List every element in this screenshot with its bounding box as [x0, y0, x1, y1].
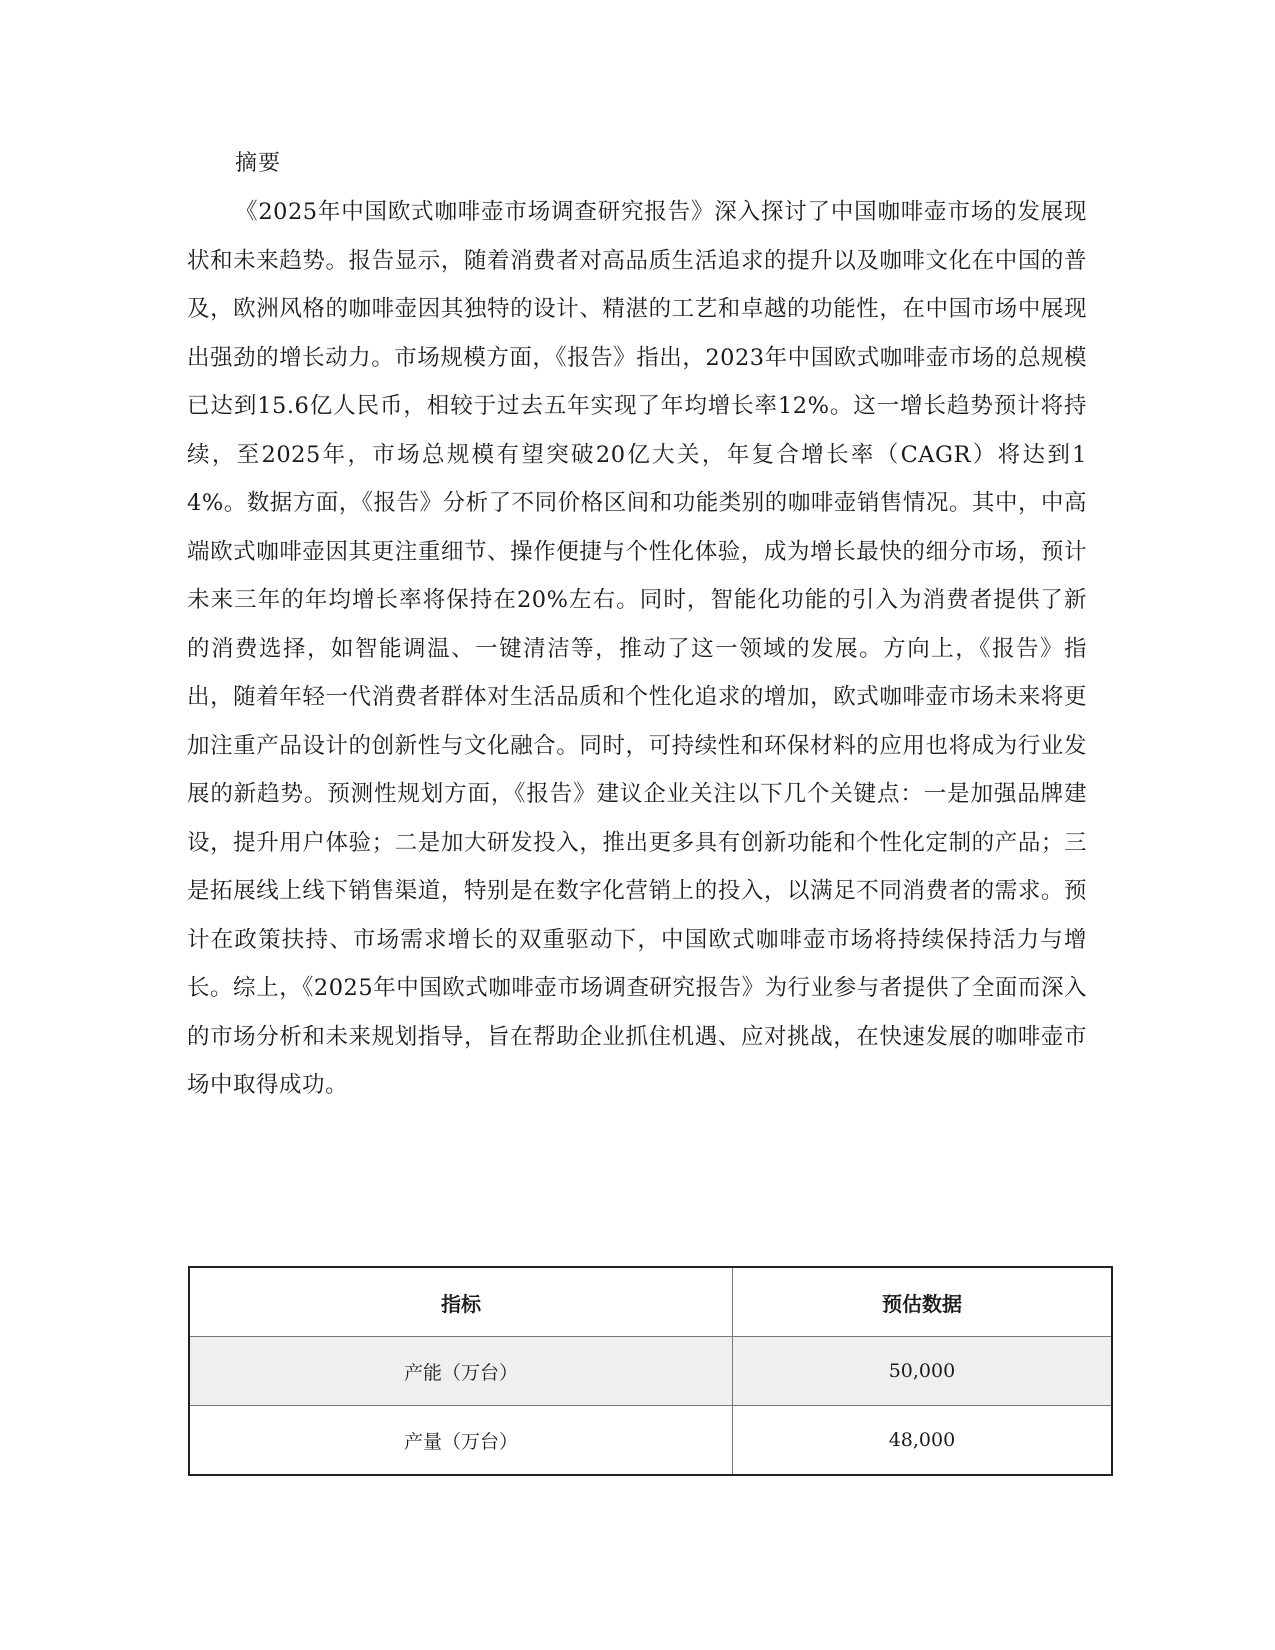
table-row: [189, 1406, 1112, 1476]
data-table: [188, 1266, 1113, 1476]
table-header-row: [189, 1267, 1112, 1337]
summary-paragraph: 《2025年中国欧式咖啡壶市场调查研究报告》深入探讨了中国咖啡壶市场的发展现状和未来趋势。报告显示，随着消费者对高品质生活追求的提升以及咖啡文化在中国的普及，欧洲风格的咖啡壶因其独特的设计、精湛的工艺和卓越的功能性，在中国市场中展现出强劲的增长动力。市场规模方面，《报告》指出，2023年中国欧式咖啡壶市场的总规模已达到15.6亿人民币，相较于过去五年实现了年均增长率12%。这一增长趋势预计将持续，至2025年，市场总规模有望突破20亿大关，年复合增长率（CAGR）将达到14%。数据方面，《报告》分析了不同价格区间和功能类别的咖啡壶销售情况。其中，中高端欧式咖啡壶因其更注重细节、操作便捷与个性化体验，成为增长最快的细分市场，预计未来三年的年均增长率将保持在20%左右。同时，智能化功能的引入为消费者提供了新的消费选择，如智能调温、一键清洁等，推动了这一领域的发展。方向上，《报告》指出，随着年轻一代消费者群体对生活品质和个性化追求的增加，欧式咖啡壶市场未来将更加注重产品设计的创新性与文化融合。同时，可持续性和环保材料的应用也将成为行业发展的新趋势。预测性规划方面，《报告》建议企业关注以下几个关键点：一是加强品牌建设，提升用户体验；二是加大研发投入，推出更多具有创新功能和个性化定制的产品；三是拓展线上线下销售渠道，特别是在数字化营销上的投入，以满足不同消费者的需求。预计在政策扶持、市场需求增长的双重驱动下，中国欧式咖啡壶市场将持续保持活力与增长。综上，《2025年中国欧式咖啡壶市场调查研究报告》为行业参与者提供了全面而深入的市场分析和未来规划指导，旨在帮助企业抓住机遇、应对挑战，在快速发展的咖啡壶市场中取得成功。: [187, 199, 1087, 1098]
column-header-estimate: 预估数据: [732, 1267, 1112, 1337]
row-value: 50,000: [732, 1337, 1112, 1406]
row-label: 产能（万台）: [189, 1337, 732, 1406]
column-header-indicator: 指标: [189, 1267, 732, 1337]
row-value: 48,000: [732, 1406, 1112, 1476]
document-body: [187, 148, 1087, 1110]
table-row: [189, 1337, 1112, 1406]
section-heading: 摘要: [235, 151, 282, 176]
row-label: 产量（万台）: [189, 1406, 732, 1476]
